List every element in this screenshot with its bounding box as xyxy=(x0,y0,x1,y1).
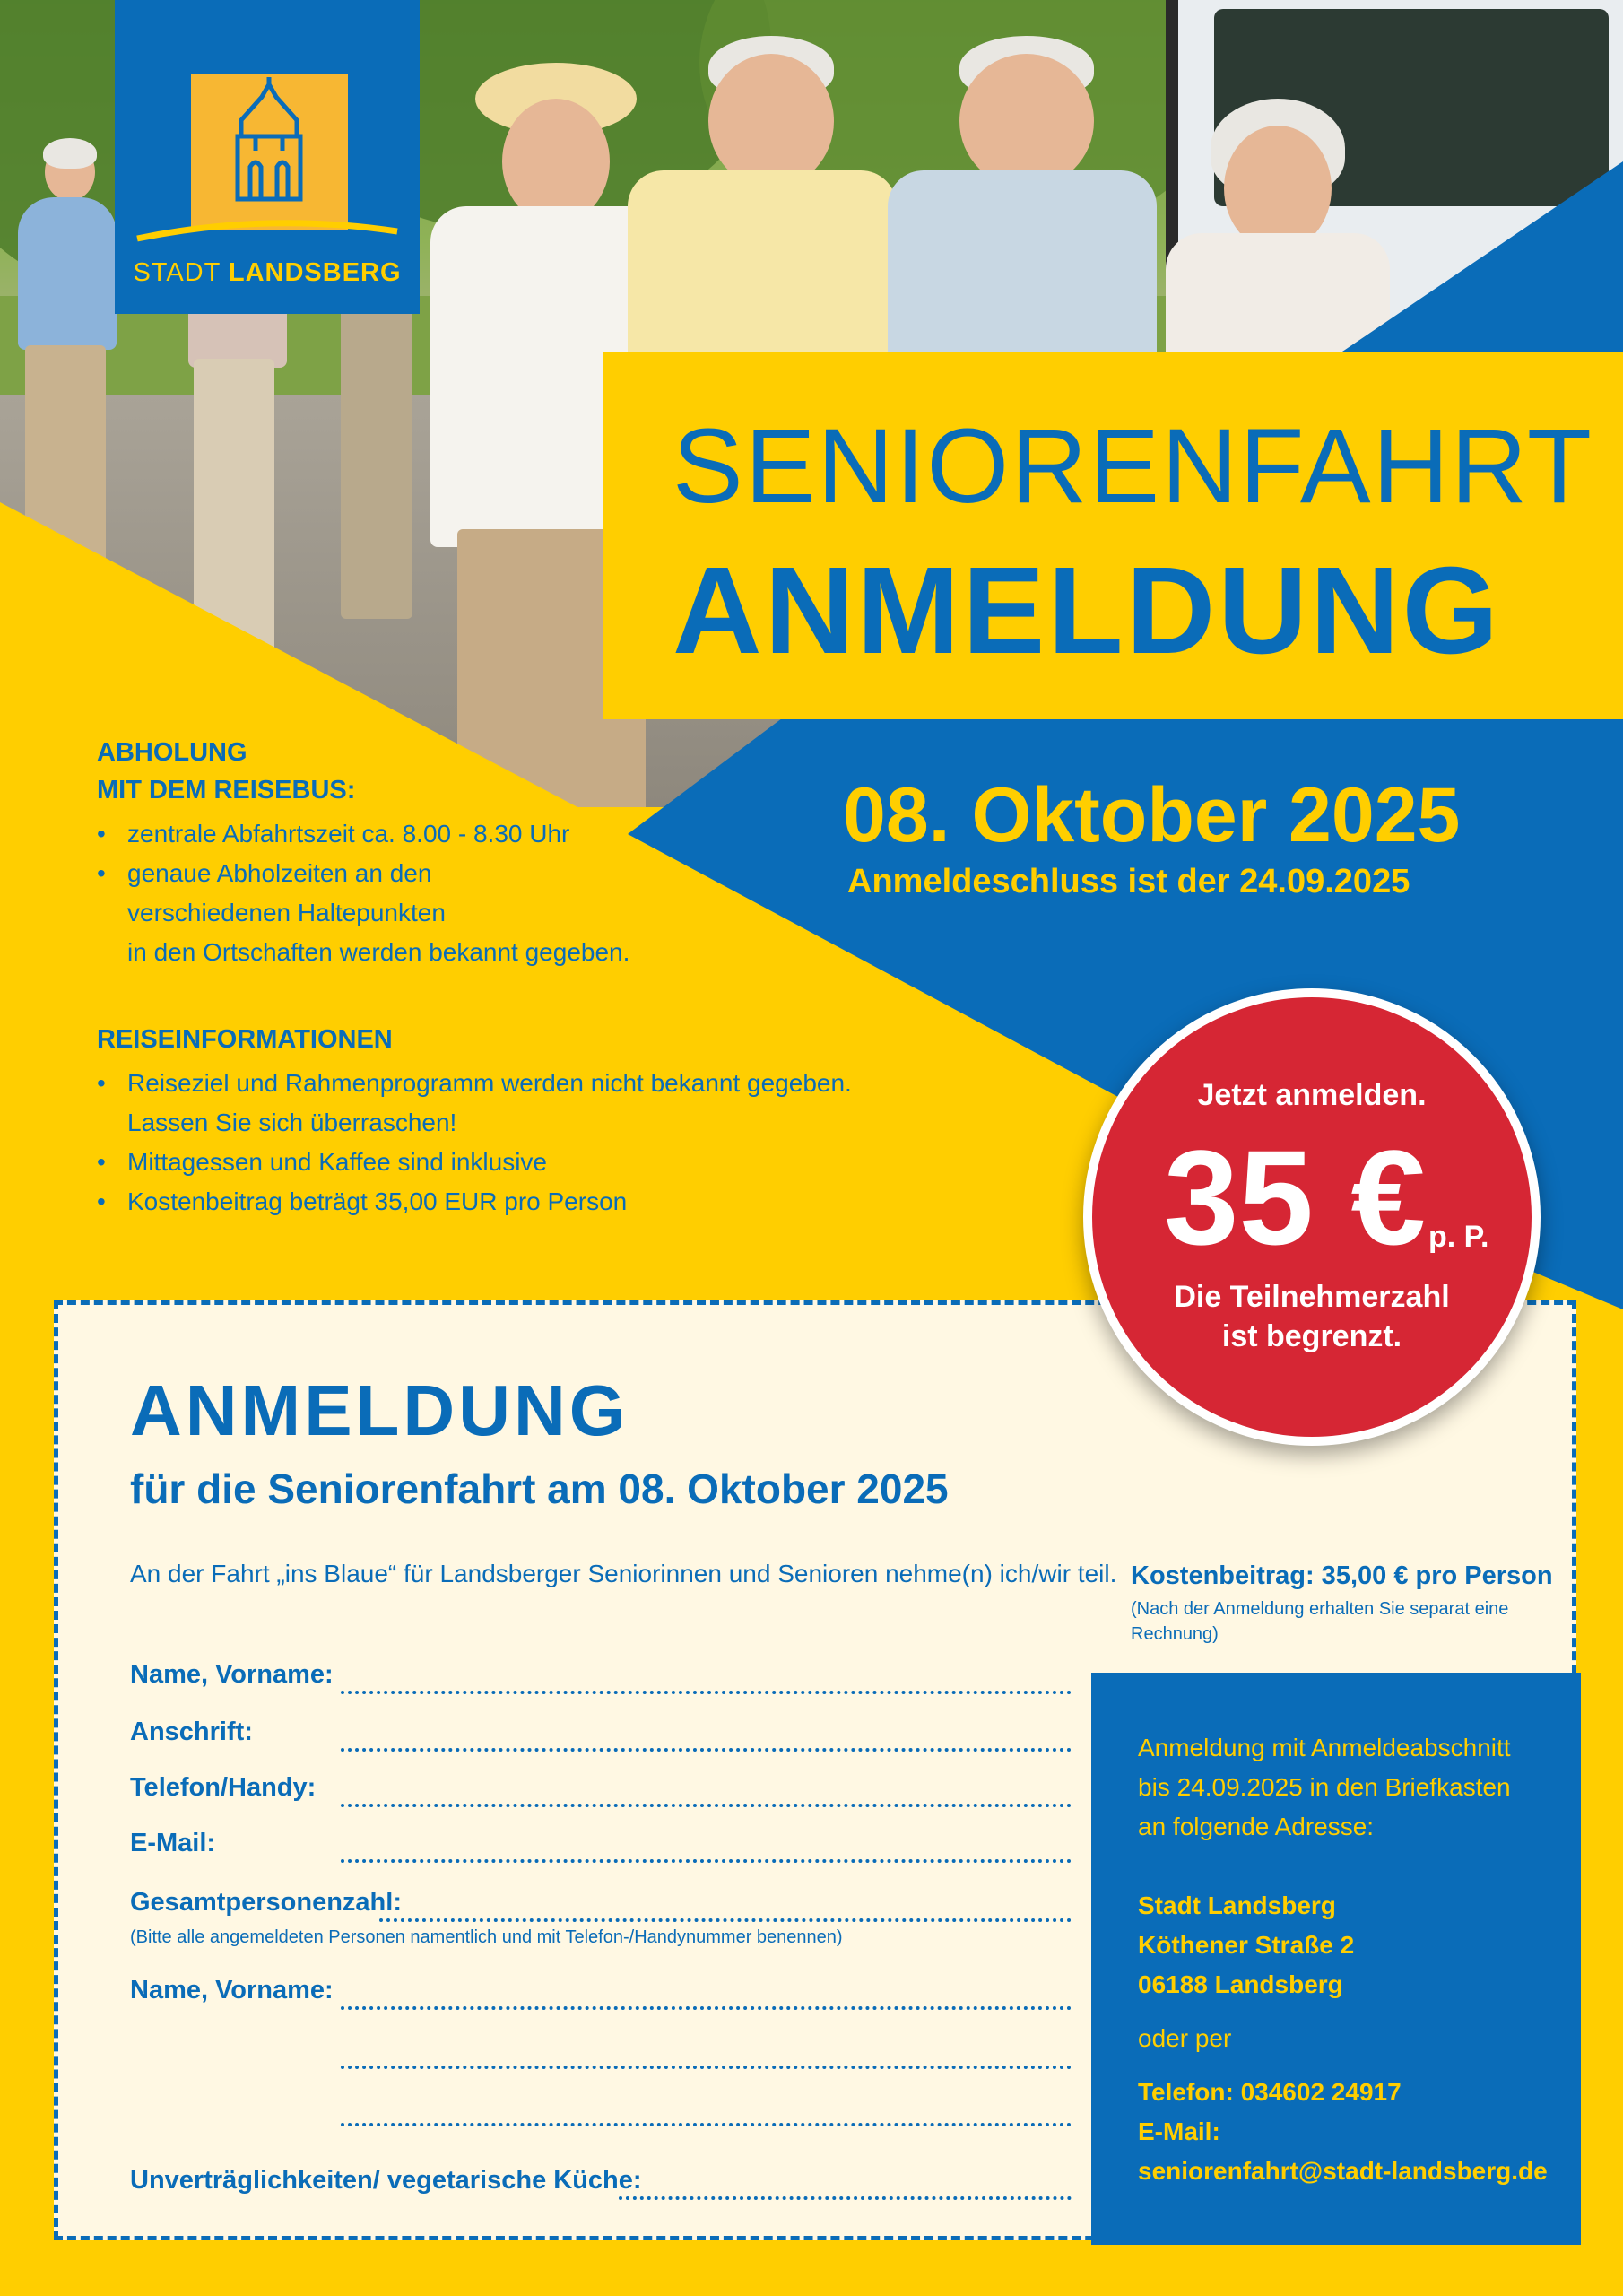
title-line1: SENIORENFAHRT xyxy=(673,407,1593,526)
addr-city: 06188 Landsberg xyxy=(1138,1970,1343,1998)
travel-heading: REISEINFORMATIONEN xyxy=(97,1025,393,1054)
registration-deadline: Anmeldeschluss ist der 24.09.2025 xyxy=(847,863,1410,900)
fill-line[interactable] xyxy=(341,1691,1072,1694)
addr-email[interactable]: seniorenfahrt@stadt-landsberg.de xyxy=(1138,2157,1548,2185)
badge-unit: p. P. xyxy=(1428,1220,1489,1254)
persons-note: (Bitte alle angemeldeten Personen namentlich und mit Telefon-/Handynummer benennen) xyxy=(130,1927,843,1947)
fill-line[interactable] xyxy=(341,1859,1072,1863)
field-label: Name, Vorname: xyxy=(130,1660,334,1689)
phone-field[interactable] xyxy=(130,1773,1072,1809)
cost-title: Kostenbeitrag: 35,00 € pro Person xyxy=(1131,1561,1553,1590)
logo-text: STADT LANDSBERG xyxy=(133,258,402,287)
badge-cta: Jetzt anmelden. xyxy=(1197,1078,1427,1112)
addr-org: Stadt Landsberg xyxy=(1138,1892,1336,1919)
address-field[interactable] xyxy=(130,1718,1072,1753)
addr-email-label: E-Mail: xyxy=(1138,2118,1220,2145)
pickup-info xyxy=(97,734,629,972)
list-item: • Kostenbeitrag beträgt 35,00 EUR pro Person xyxy=(97,1182,852,1222)
fill-line[interactable] xyxy=(619,2196,1072,2200)
list-item: • Reiseziel und Rahmenprogramm werden nicht bekannt gegeben. xyxy=(97,1064,852,1103)
badge-note-line1: Die Teilnehmerzahl xyxy=(1174,1280,1450,1314)
cost-note: (Nach der Anmeldung erhalten Sie separat eine Rechnung) xyxy=(1131,1599,1509,1644)
fill-line[interactable] xyxy=(341,2123,1072,2126)
title-line2: ANMELDUNG xyxy=(673,542,1501,680)
list-item-cont: Lassen Sie sich überraschen! xyxy=(127,1109,457,1136)
city-logo xyxy=(115,0,420,314)
field-label: Anschrift: xyxy=(130,1718,253,1746)
list-item-cont: verschiedenen Haltepunkten xyxy=(127,899,446,926)
form-intro: An der Fahrt „ins Blaue“ für Landsberger Seniorinnen und Senioren nehme(n) ich/wir teil. xyxy=(130,1560,1117,1587)
field-label: Telefon/Handy: xyxy=(130,1773,317,1802)
swoosh-icon xyxy=(133,212,402,248)
field-label: Gesamtpersonenzahl: xyxy=(130,1888,402,1917)
castle-logo-icon xyxy=(191,74,348,230)
list-item-cont: in den Ortschaften werden bekannt gegeben. xyxy=(127,938,630,966)
fill-line[interactable] xyxy=(341,2066,1072,2069)
event-date: 08. Oktober 2025 xyxy=(843,772,1461,858)
name-field-4[interactable] xyxy=(130,2092,1072,2128)
pickup-heading-1: ABHOLUNG xyxy=(97,738,247,767)
diet-field[interactable] xyxy=(130,2166,1072,2202)
price-badge xyxy=(1083,988,1541,1446)
cost-info xyxy=(1131,1561,1553,1647)
badge-note xyxy=(1092,1277,1532,1356)
addr-street: Köthener Straße 2 xyxy=(1138,1931,1355,1959)
address-box xyxy=(1091,1673,1581,2245)
addr-or: oder per xyxy=(1138,2024,1232,2052)
field-label: E-Mail: xyxy=(130,1829,216,1857)
addr-phone: Telefon: 034602 24917 xyxy=(1138,2078,1402,2106)
travel-info xyxy=(97,1021,852,1222)
badge-price: 35 € xyxy=(1164,1122,1426,1273)
badge-note-line2: ist begrenzt. xyxy=(1221,1319,1402,1353)
name-field[interactable] xyxy=(130,1660,1072,1696)
email-field[interactable] xyxy=(130,1829,1072,1865)
title-box xyxy=(603,352,1623,719)
persons-field[interactable] xyxy=(130,1888,1072,1924)
list-item: • genaue Abholzeiten an den xyxy=(97,854,629,893)
addr-line: bis 24.09.2025 in den Briefkasten xyxy=(1138,1773,1511,1801)
fill-line[interactable] xyxy=(341,1804,1072,1807)
addr-line: an folgende Adresse: xyxy=(1138,1813,1375,1840)
field-label: Unverträglichkeiten/ vegetarische Küche: xyxy=(130,2166,642,2195)
fill-line[interactable] xyxy=(341,2006,1072,2010)
fill-line[interactable] xyxy=(341,1748,1072,1752)
form-title: ANMELDUNG xyxy=(130,1370,629,1450)
field-label: Name, Vorname: xyxy=(130,1976,334,2005)
name-field-2[interactable] xyxy=(130,1976,1072,2012)
list-item: • Mittagessen und Kaffee sind inklusive xyxy=(97,1143,852,1182)
fill-line[interactable] xyxy=(379,1918,1072,1922)
pickup-heading-2: MIT DEM REISEBUS: xyxy=(97,776,356,804)
list-item: • zentrale Abfahrtszeit ca. 8.00 - 8.30 Uhr xyxy=(97,814,629,854)
name-field-3[interactable] xyxy=(130,2035,1072,2071)
addr-line: Anmeldung mit Anmeldeabschnitt xyxy=(1138,1734,1511,1761)
form-subtitle: für die Seniorenfahrt am 08. Oktober 2025 xyxy=(130,1465,949,1512)
